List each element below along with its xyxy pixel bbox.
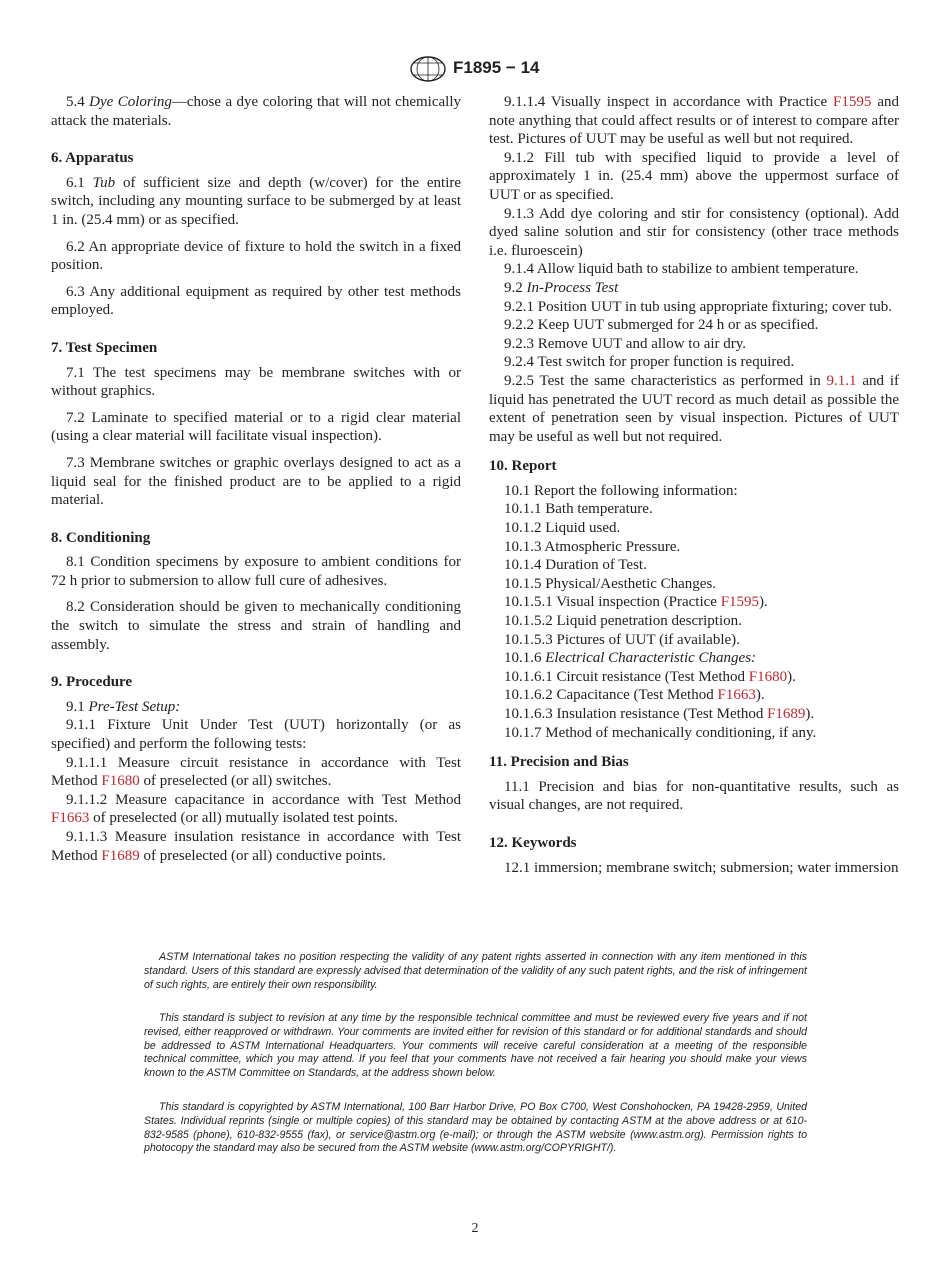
paragraph-10-1-1: 10.1.1 Bath temperature. xyxy=(504,501,653,518)
paragraph-10-1-5-3: 10.1.5.3 Pictures of UUT (if available). xyxy=(504,631,740,648)
paragraph-9-1: 9.1 Pre-Test Setup: xyxy=(66,698,181,715)
standard-designation: F1895 − 14 xyxy=(453,58,540,77)
paragraph-10-1-4: 10.1.4 Duration of Test. xyxy=(504,557,647,574)
section-heading-precision-and-bias: 11. Precision and Bias xyxy=(489,754,629,771)
reference-link-f1680[interactable]: F1680 xyxy=(748,668,788,685)
paragraph-10-1-6-3: 10.1.6.3 Insulation resistance (Test Method F1689). xyxy=(504,706,815,722)
paragraph-11-1: 11.1 Precision and bias for non-quantitative results, such as visual changes, are not required. xyxy=(489,778,899,814)
section-heading-test-specimen: 7. Test Specimen xyxy=(51,339,158,356)
page-number: 2 xyxy=(471,1221,479,1236)
astm-logo-icon xyxy=(409,56,447,82)
paragraph-10-1-3: 10.1.3 Atmospheric Pressure. xyxy=(504,538,681,555)
section-heading-conditioning: 8. Conditioning xyxy=(51,529,151,546)
paragraph-9-1-2: 9.1.2 Fill tub with specified liquid to provide a level of approximately 1 in. (25.4 mm) above the uppermost surface of UUT or as specified. xyxy=(489,149,899,203)
paragraph-10-1-5-2: 10.1.5.2 Liquid penetration description. xyxy=(504,613,742,630)
paragraph-6-1: 6.1 Tub of sufficient size and depth (w/cover) for the entire switch, including any mounting surface to be submerged by at least 1 in. (25.4 mm) or as specified. xyxy=(51,174,462,228)
section-heading-report: 10. Report xyxy=(489,458,557,475)
right-column xyxy=(489,93,899,877)
paragraph-9-1-1-4: 9.1.1.4 Visually inspect in accordance with Practice F1595 and note anything that could affect results or of interest to compare after test. Pictures of UUT may be useful as well but not required. xyxy=(489,94,899,148)
paragraph-10-1-5-1: 10.1.5.1 Visual inspection (Practice F1595). xyxy=(504,594,768,611)
paragraph-9-1-1-1: 9.1.1.1 Measure circuit resistance in accordance with Test Method F1680 of preselected (or all) switches. xyxy=(51,754,461,790)
paragraph-9-2-5: 9.2.5 Test the same characteristics as performed in 9.1.1 and if liquid has penetrated the UUT record as much detail as possible the extent of penetration seen by visual inspection. Pictures of UUT may be useful as well but not required. xyxy=(489,372,899,445)
paragraph-10-1-6-1: 10.1.6.1 Circuit resistance (Test Method F1680). xyxy=(504,668,796,685)
reference-link-9-1-1[interactable]: 9.1.1 xyxy=(826,372,857,389)
reference-link-f1663[interactable]: F1663 xyxy=(51,810,90,827)
paragraph-7-1: 7.1 The test specimens may be membrane switches with or without graphics. xyxy=(51,364,461,400)
paragraph-9-2-3: 9.2.3 Remove UUT and allow to air dry. xyxy=(504,335,747,352)
section-heading-apparatus: 6. Apparatus xyxy=(51,150,134,167)
paragraph-9-1-3: 9.1.3 Add dye coloring and stir for consistency (optional). Add dyed saline solution and stir for consistency (other trace methods i.e. fluroescein) xyxy=(489,205,899,259)
paragraph-7-2: 7.2 Laminate to specified material or to a rigid clear material (using a clear material will facilitate visual inspection). xyxy=(51,409,461,445)
left-column xyxy=(51,93,461,865)
page-header xyxy=(0,56,950,82)
footer-copyright-notice: This standard is copyrighted by ASTM International, 100 Barr Harbor Drive, PO Box C700, West Conshohocken, PA 19428-2959, United States. Individual reprints (single or multiple copies) of this standard may be obtained by contacting ASTM at the above address or at 610-832-9585 (phone), 610-832-9555 (fax), or service@astm.org (e-mail); or through the ASTM website (www.astm.org). Permission rights to photocopy the standard may also be secured from the ASTM website (www.astm.org/COPYRIGHT/). xyxy=(144,1101,807,1155)
reference-link-f1680[interactable]: F1680 xyxy=(101,773,140,790)
reference-link-f1689[interactable]: F1689 xyxy=(767,706,806,722)
paragraph-9-2-4: 9.2.4 Test switch for proper function is required. xyxy=(504,354,795,371)
paragraph-5-4: 5.4 Dye Coloring—chose a dye coloring that will not chemically attack the materials. xyxy=(51,94,461,129)
paragraph-10-1-5: 10.1.5 Physical/Aesthetic Changes. xyxy=(504,575,717,592)
paragraph-6-2: 6.2 An appropriate device of fixture to hold the switch in a fixed position. xyxy=(51,238,461,274)
paragraph-9-1-1: 9.1.1 Fixture Unit Under Test (UUT) horizontally (or as specified) and perform the following tests: xyxy=(51,717,461,753)
paragraph-9-2: 9.2 In-Process Test xyxy=(504,279,619,296)
paragraph-7-3: 7.3 Membrane switches or graphic overlays designed to act as a liquid seal for the finished product are to be applied to a rigid material. xyxy=(51,454,461,509)
paragraph-6-3: 6.3 Any additional equipment as required by other test methods employed. xyxy=(51,283,461,319)
reference-link-f1595[interactable]: F1595 xyxy=(720,594,760,611)
paragraph-9-1-1-2: 9.1.1.2 Measure capacitance in accordance with Test Method F1663 of preselected (or all) mutually isolated test points. xyxy=(51,791,461,827)
paragraph-10-1-6-2: 10.1.6.2 Capacitance (Test Method F1663). xyxy=(504,687,765,704)
reference-link-f1689[interactable]: F1689 xyxy=(101,847,140,864)
paragraph-10-1-7: 10.1.7 Method of mechanically conditioning, if any. xyxy=(504,724,817,741)
paragraph-9-1-1-3: 9.1.1.3 Measure insulation resistance in accordance with Test Method F1689 of preselected (or all) conductive points. xyxy=(51,829,461,864)
section-heading-keywords: 12. Keywords xyxy=(489,834,577,851)
paragraph-10-1-2: 10.1.2 Liquid used. xyxy=(504,520,621,537)
section-heading-procedure: 9. Procedure xyxy=(51,674,133,691)
paragraph-8-2: 8.2 Consideration should be given to mechanically conditioning the switch to simulate the stress and strain of handling and assembly. xyxy=(51,599,461,653)
paragraph-12-1: 12.1 immersion; membrane switch; submersion; water immersion xyxy=(504,859,899,876)
footer-patent-notice: ASTM International takes no position respecting the validity of any patent rights asserted in connection with any item mentioned in this standard. Users of this standard are expressly advised that determination of the validity of any such patent rights, and the risk of infringement of such rights, are entirely their own responsibility. xyxy=(144,951,807,991)
reference-link-f1595[interactable]: F1595 xyxy=(833,94,872,110)
paragraph-8-1: 8.1 Condition specimens by exposure to ambient conditions for 72 h prior to submersion to allow full cure of adhesives. xyxy=(51,554,461,589)
paragraph-10-1-6: 10.1.6 Electrical Characteristic Changes: xyxy=(504,650,757,667)
paragraph-10-1: 10.1 Report the following information: xyxy=(504,482,738,499)
paragraph-9-2-2: 9.2.2 Keep UUT submerged for 24 h or as specified. xyxy=(504,317,819,334)
paragraph-9-1-4: 9.1.4 Allow liquid bath to stabilize to ambient temperature. xyxy=(504,261,859,278)
paragraph-9-2-1: 9.2.1 Position UUT in tub using appropriate fixturing; cover tub. xyxy=(504,298,893,315)
footer-revision-notice: This standard is subject to revision at any time by the responsible technical committee and must be reviewed every five years and if not revised, either reapproved or withdrawn. Your comments are invited either for revision of this standard or for additional standards and should be addressed to ASTM International Headquarters. Your comments will receive careful consideration at a meeting of the responsible technical committee, which you may attend. If you feel that your comments have not received a fair hearing you should make your views known to the ASTM Committee on Standards, at the address shown below. xyxy=(144,1012,807,1080)
reference-link-f1663[interactable]: F1663 xyxy=(717,687,756,704)
